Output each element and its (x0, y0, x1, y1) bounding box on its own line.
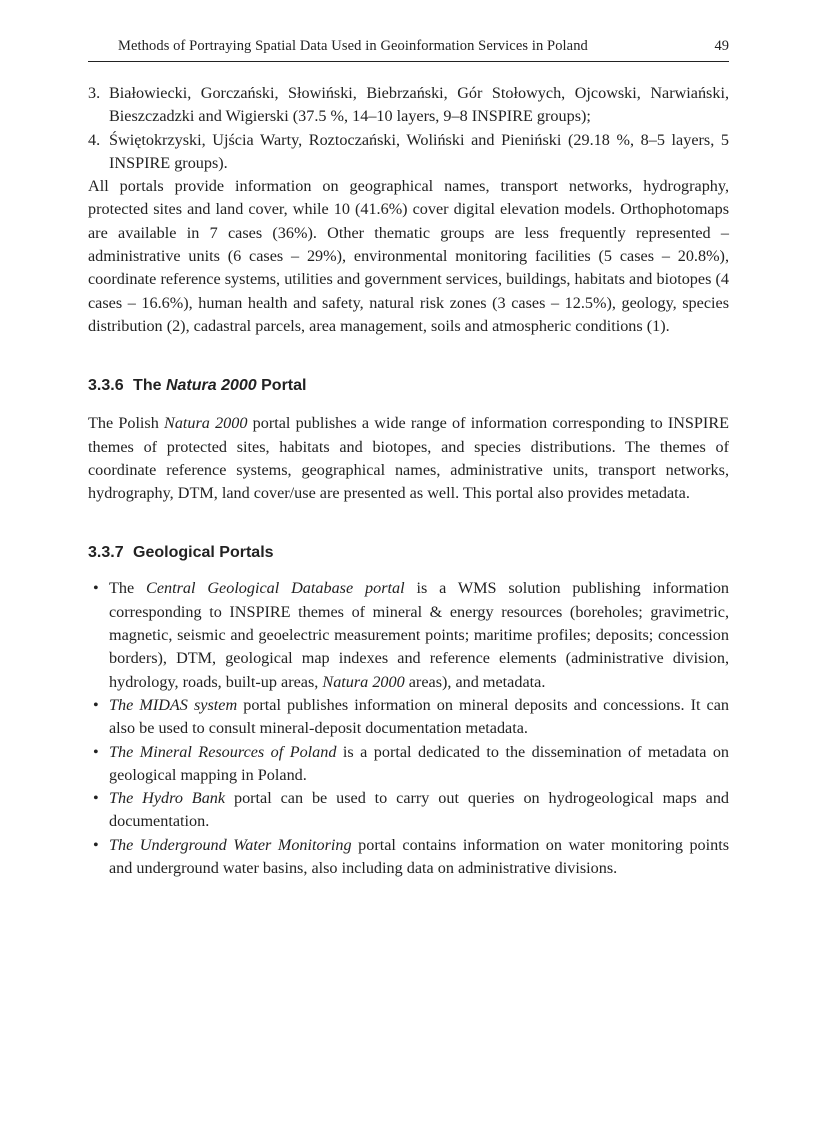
text-run: portal contains information on water monitoring points and underground water basins, also including data on administrative divisions. (109, 835, 730, 878)
italic-run: The MIDAS system (109, 695, 238, 714)
italic-run: The Hydro Bank (109, 789, 226, 808)
text-run: The Polish (88, 414, 159, 433)
bullet-icon: • (93, 789, 99, 808)
italic-run: The Underground Water Monitoring (109, 835, 352, 854)
running-header (88, 38, 729, 62)
text-run: The (109, 579, 135, 598)
section-number: 3.3.6 (88, 377, 124, 395)
bullet-item (88, 787, 729, 834)
heading-text: Portal (261, 377, 307, 395)
text-run: is a portal dedicated to the dissemination of metadata on geological mapping in Poland. (109, 742, 730, 784)
bullet-item (88, 577, 729, 693)
bullet-icon: • (93, 742, 99, 761)
text-run: areas), and metadata. (408, 672, 546, 691)
numbered-list-item (88, 129, 729, 176)
text-run: portal publishes information on mineral deposits and concessions. It can also be used to consult mineral-deposit documentation metadata. (109, 695, 730, 738)
geological-portals-list (88, 577, 729, 880)
list-item-number: 3. (88, 84, 101, 102)
numbered-list (88, 82, 729, 175)
text-run: is a WMS solution publishing information corresponding to INSPIRE themes of mineral & energy resources (boreholes; gravimetric, magnetic, seismic and geoelectric measurement points; maritime profiles; deposits; concession borders), DTM, geological map indexes and reference elements (administrative division, hydrology, roads, built-up areas, (109, 579, 730, 691)
section-heading-natura (88, 376, 729, 396)
list-item-number: 4. (88, 130, 101, 149)
italic-run: Natura 2000 (322, 672, 405, 691)
bullet-item (88, 834, 729, 881)
bullet-item (88, 741, 729, 788)
bullet-item (88, 694, 729, 741)
paragraph-all-portals: All portals provide information on geographical names, transport networks, hydrography, protected sites and land cover, while 10 (41.6%) cover digital elevation models. Orthophotomaps are available in 7 cases (36%). Other thematic groups are less frequently represented – administrative units (6 cases – 29%), environmental monitoring facilities (5 cases – 20.8%), coordinate reference systems, utilities and government services, buildings, habitats and biotopes (4 cases – 16.6%), human health and safety, natural risk zones (3 cases – 12.5%), geology, species distribution (2), cadastral parcels, area management, soils and atmospheric conditions (1). (88, 177, 729, 335)
page-number: 49 (714, 38, 729, 54)
heading-text: The (133, 377, 162, 395)
italic-run: Central Geological Database portal (146, 579, 405, 598)
running-title: Methods of Portraying Spatial Data Used in Geoinformation Services in Poland (118, 38, 588, 54)
page (88, 38, 729, 880)
bullet-icon: • (93, 579, 99, 598)
bullet-icon: • (93, 835, 99, 854)
bullet-icon: • (93, 695, 99, 714)
section-number: 3.3.7 (88, 544, 124, 562)
text-run: portal publishes a wide range of information corresponding to INSPIRE themes of protected sites, habitats and biotopes, and species distributions. The themes of coordinate reference systems, geographical names, administrative units, transport networks, hydrography, DTM, land cover/use are presented as well. This portal also provides metadata. (88, 414, 730, 503)
text-run: portal can be used to carry out queries on hydrogeological maps and documentation. (109, 789, 730, 831)
italic-run: The Mineral Resources of Poland (109, 742, 337, 761)
section-heading-geological (88, 543, 729, 563)
numbered-list-item (88, 82, 729, 129)
heading-italic: Natura 2000 (165, 377, 257, 395)
list-item-text: Świętokrzyski, Ujścia Warty, Roztoczański, Woliński and Pieniński (29.18 %, 8–5 layers, 5 INSPIRE groups). (109, 130, 729, 172)
heading-text: Geological Portals (133, 544, 274, 562)
italic-run: Natura 2000 (164, 414, 248, 433)
list-item-text: Białowiecki, Gorczański, Słowiński, Biebrzański, Gór Stołowych, Ojcowski, Narwiański, Bieszczadzki and Wigierski (37.5 %, 14–10 layers, 9–8 INSPIRE groups); (109, 84, 729, 126)
paragraph-natura (88, 412, 729, 505)
